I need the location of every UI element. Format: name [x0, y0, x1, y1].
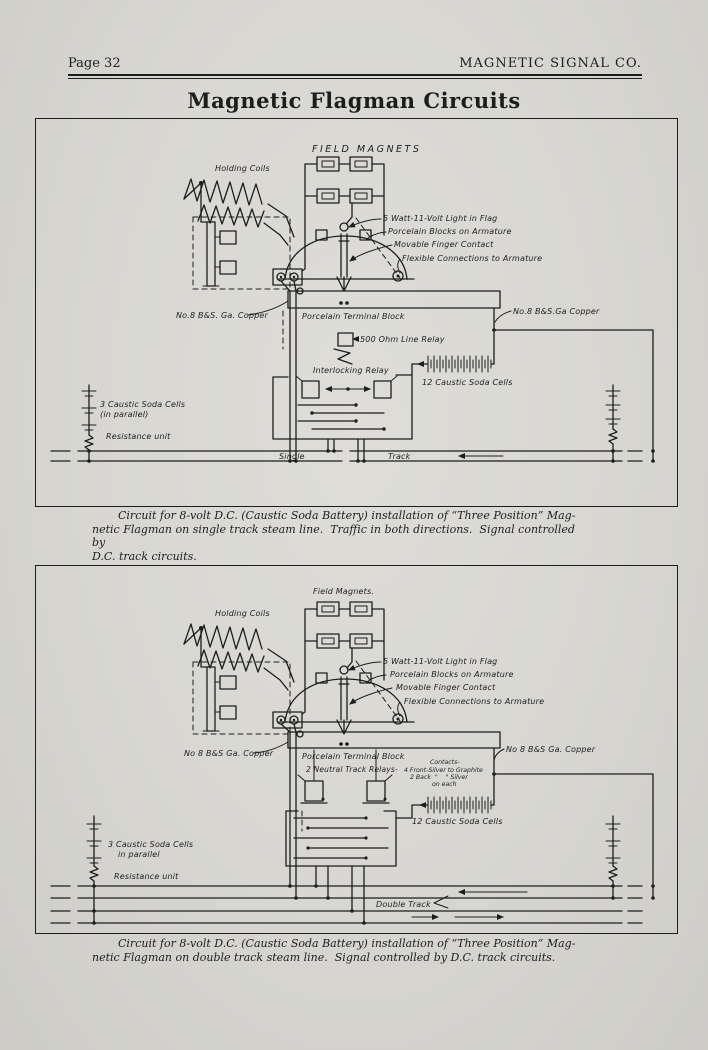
- label-porcelain-blocks: Porcelain Blocks on Armature: [390, 670, 514, 679]
- label-interlocking-relay: Interlocking Relay: [313, 366, 389, 375]
- caption2-line1: Circuit for 8-volt D.C. (Caustic Soda Battery) installation of “Three Position” Mag-: [118, 937, 576, 950]
- signal-mast: [193, 662, 290, 734]
- holding-coils: [184, 179, 294, 245]
- label-field-magnets: Field Magnets.: [313, 587, 375, 596]
- label-contacts-3: 2 Back " " Silver: [410, 774, 468, 781]
- label-field-magnets: FIELD MAGNETS: [312, 144, 422, 155]
- company-name: MAGNETIC SIGNAL CO.: [459, 56, 642, 71]
- label-flexible-connections: Flexible Connections to Armature: [404, 697, 545, 706]
- leader-copper-right: [494, 749, 504, 762]
- circuit-diagram-1: [36, 119, 676, 505]
- porcelain-terminal-block: [288, 291, 500, 308]
- circuit-diagram-2: [36, 566, 676, 932]
- leader-copper-right: [495, 311, 511, 322]
- label-battery-track-2: (in parallel): [100, 410, 149, 419]
- porcelain-terminal-block: [288, 732, 500, 748]
- caption-diagram-1: [92, 509, 587, 563]
- label-double-track: Double Track: [376, 900, 431, 909]
- label-copper-left: No.8 B&S. Ga. Copper: [176, 311, 268, 320]
- field-magnets: [302, 602, 384, 714]
- label-battery-main: 12 Caustic Soda Cells: [412, 817, 503, 826]
- caption1-line3: D.C. track circuits.: [92, 549, 197, 563]
- label-track-single: Single: [279, 452, 305, 461]
- holding-coils: [184, 624, 294, 690]
- circuit-diagram-2-frame: [35, 565, 678, 934]
- label-track-track: Track: [388, 452, 411, 461]
- label-resistance-unit: Resistance unit: [106, 432, 171, 441]
- label-light-in-flag: 5 Watt-11-Volt Light in Flag: [383, 657, 498, 666]
- battery-12-cells: [428, 356, 491, 372]
- label-neutral-relays: 2 Neutral Track Relays-: [306, 765, 398, 774]
- track-battery-right: [606, 816, 620, 900]
- label-battery-track-2: in parallel: [118, 850, 160, 859]
- caption-diagram-2: [92, 937, 587, 964]
- label-terminal-block: Porcelain Terminal Block: [302, 312, 405, 321]
- interlocking-relay: [273, 375, 412, 463]
- track-battery-left: [87, 816, 101, 925]
- label-battery-track-1: 3 Caustic Soda Cells: [100, 400, 186, 409]
- label-holding-coils: Holding Coils: [215, 164, 270, 173]
- header-rule: [68, 74, 642, 79]
- page-title: Magnetic Flagman Circuits: [187, 88, 521, 113]
- circuit-diagram-1-frame: [35, 118, 678, 507]
- label-battery-main: 12 Caustic Soda Cells: [422, 378, 513, 387]
- label-battery-track-1: 3 Caustic Soda Cells: [108, 840, 194, 849]
- page-number: Page 32: [68, 56, 121, 71]
- label-copper-left: No 8 B&S Ga. Copper: [184, 749, 274, 758]
- label-movable-finger: Movable Finger Contact: [394, 240, 494, 249]
- label-copper-right: No 8 B&S Ga. Copper: [506, 745, 596, 754]
- track-lines: [51, 451, 642, 461]
- caption1-line1: Circuit for 8-volt D.C. (Caustic Soda Battery) installation of “Three Position” Mag-: [118, 509, 576, 522]
- label-light-in-flag: 5 Watt-11-Volt Light in Flag: [383, 214, 498, 223]
- caption1-line2: netic Flagman on single track steam line. Traffic in both directions. Signal controlled by: [92, 522, 579, 549]
- label-resistance-unit: Resistance unit: [114, 872, 179, 881]
- field-magnets: [302, 157, 384, 271]
- label-line-relay: 500 Ohm Line Relay: [360, 335, 445, 344]
- track-lines: [51, 886, 642, 923]
- caption2-line2: netic Flagman on double track steam line. Signal controlled by D.C. track circuits.: [92, 950, 556, 964]
- leader-light: [349, 219, 381, 227]
- label-contacts-1: Contacts-: [430, 759, 460, 766]
- label-copper-right: No.8 B&S.Ga Copper: [513, 307, 600, 316]
- label-contacts-2: 4 Front-Silver to Graphite: [404, 767, 483, 774]
- battery-12-cells: [428, 797, 491, 813]
- label-porcelain-blocks: Porcelain Blocks on Armature: [388, 227, 512, 236]
- circuit-wiring: [281, 724, 655, 900]
- signal-mast: [193, 217, 290, 289]
- label-holding-coils: Holding Coils: [215, 609, 270, 618]
- leader-light: [349, 662, 381, 670]
- line-relay: [334, 333, 358, 364]
- label-terminal-block: Porcelain Terminal Block: [302, 752, 405, 761]
- label-contacts-4: on each: [432, 781, 457, 788]
- label-flexible-connections: Flexible Connections to Armature: [402, 254, 543, 263]
- label-movable-finger: Movable Finger Contact: [396, 683, 496, 692]
